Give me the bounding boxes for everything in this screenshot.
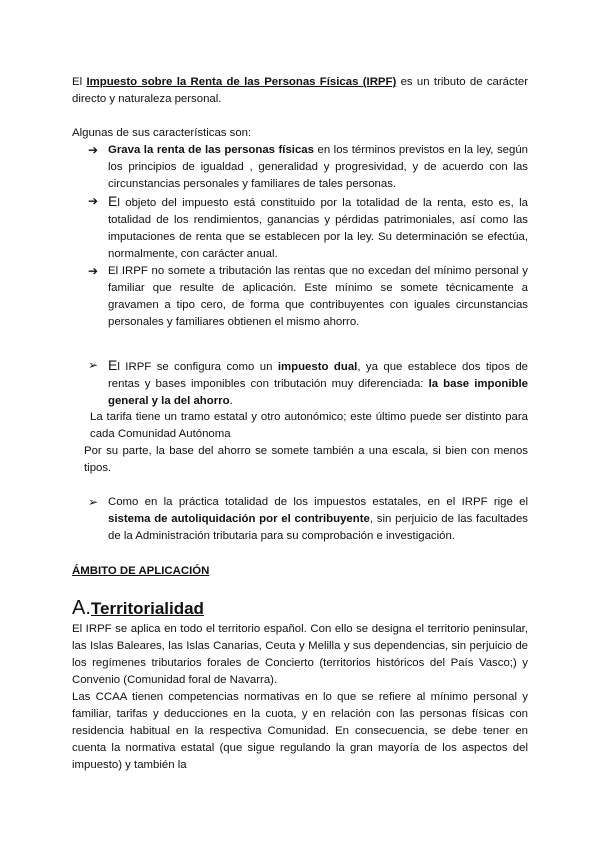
characteristics-heading: Algunas de sus características son: (72, 127, 252, 139)
dual-tax-item: ➢ El IRPF se configura como un impuesto dual, ya que establece dos tipos de rentas y bases imponibles con tributación muy diferenciada: la base imponible general y la del ahorro. (88, 357, 528, 407)
territorial-paragraph-2: Las CCAA tienen competencias normativas en lo que se refiere al mínimo personal y familiar, tarifas y deducciones en la cuota, y en relación con las personas físicas con residencia habitual en la respectiva Comunidad. En consecuencia, se debe tener en cuenta la normativa estatal (que sigue regulando la gran mayoría de los aspectos del impuesto) y también la (72, 691, 528, 771)
arrow-right-icon: ➔ (88, 143, 99, 157)
section-heading: ÁMBITO DE APLICACIÓN (72, 565, 210, 577)
arrowhead-icon: ➢ (88, 495, 99, 509)
arrow-right-icon: ➔ (88, 264, 99, 278)
arrowhead-icon: ➢ (88, 358, 99, 372)
intro-paragraph: El Impuesto sobre la Renta de las Personas Físicas (IRPF) es un tributo de carácter directo y naturaleza personal. (72, 76, 528, 105)
characteristics-list (72, 142, 528, 331)
subsection-title: A.Territorialidad (72, 597, 204, 619)
list-item: ➔ Grava la renta de las personas físicas en los términos previstos en la ley, según los principios de igualdad , generalidad y progresividad, y de acuerdo con las circunstancias personales y familiares de tales personas. (88, 143, 529, 190)
list-item: ➔ El objeto del impuesto está constituido por la totalidad de la renta, esto es, la totalidad de los rendimientos, ganancias y pérdidas patrimoniales, así como las imputaciones de renta que se establecen por la ley. Su determinación se efectúa, normalmente, con carácter anual. (88, 193, 528, 260)
ahorro-paragraph: Por su parte, la base del ahorro se somete también a una escala, si bien con menos tipos. (84, 445, 528, 474)
arrow-right-icon: ➔ (88, 194, 99, 208)
list-item: ➔ El IRPF no somete a tributación las rentas que no excedan del mínimo personal y familiar que resulte de aplicación. Este mínimo se somete técnicamente a gravamen a tipo cero, de forma que contribuyentes con iguales circunstancias personales y familiares obtienen el mismo ahorro. (88, 264, 528, 328)
tarifa-paragraph: La tarifa tiene un tramo estatal y otro autonómico; este último puede ser distinto para cada Comunidad Autónoma (90, 411, 528, 440)
irpf-title-link: Impuesto sobre la Renta de las Personas Físicas (IRPF) (86, 76, 397, 88)
autoliquidacion-item: ➢ Como en la práctica totalidad de los impuestos estatales, en el IRPF rige el sistema de autoliquidación por el contribuyente, sin perjuicio de las facultades de la Administración tributaria para su comprobación e investigación. (88, 495, 528, 542)
territorial-paragraph-1: El IRPF se aplica en todo el territorio español. Con ello se designa el territorio peninsular, las Islas Baleares, las Islas Canarias, Ceuta y Melilla y sus dependencias, sin perjuicio de los regímenes tributarios forales de Concierto (territorios históricos del País Vasco;) y Convenio (Comunidad foral de Navarra). (72, 623, 528, 686)
